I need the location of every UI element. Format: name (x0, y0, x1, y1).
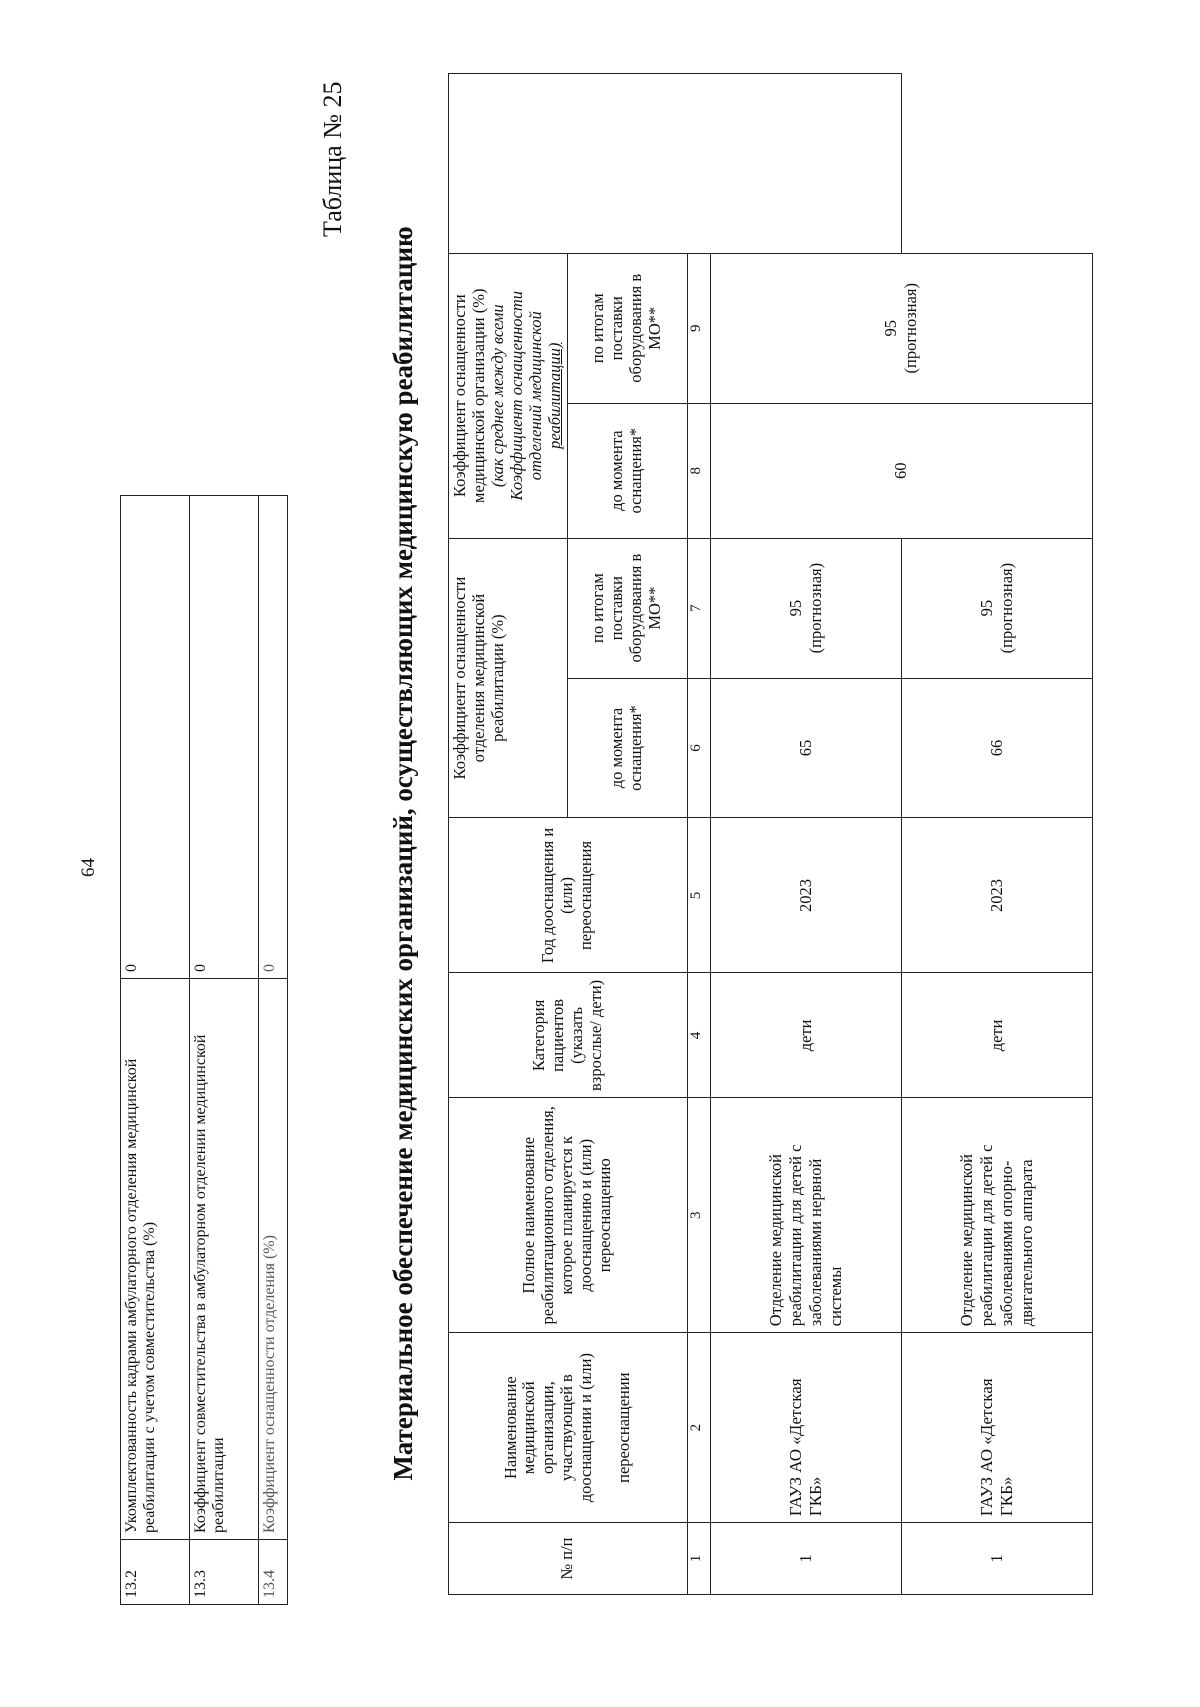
page-title: Материальное обеспечение медицинских организаций, осуществляющих медицинскую реабилитацию (388, 226, 418, 1481)
dept-coef-after (901, 538, 1092, 678)
mo-coef-after (710, 253, 1092, 403)
year: 2023 (710, 818, 901, 973)
header-number: № п/п (449, 1523, 688, 1595)
dept-coef-after-value: 95 (976, 599, 996, 617)
column-number: 6 (687, 678, 710, 818)
mo-coef-before: 60 (710, 403, 1092, 538)
indicator-value: 0 (259, 496, 288, 979)
page-number: 64 (78, 858, 99, 877)
column-number: 3 (687, 1098, 710, 1333)
subheader-before: до момента оснащения* (567, 678, 687, 818)
header-year: Год дооснащения и (или) переоснащения (449, 818, 688, 973)
row-number: 1 (901, 1523, 1092, 1595)
organization-name: ГАУЗ АО «Детская ГКБ» (710, 1333, 901, 1523)
header-organization-text: Наименование медицинской организации, участвующей в дооснащении и (или) (500, 1353, 596, 1503)
header-organization (449, 1333, 688, 1523)
year: 2023 (901, 818, 1092, 973)
header-mo-coefficient (449, 253, 568, 538)
indicator-value: 0 (190, 496, 259, 979)
header-mo-coefficient-text: Коэффициент оснащенности медицинской организации (%) (450, 288, 488, 503)
department-name: Отделение медицинской реабилитации для детей с заболеваниями нервной системы (710, 1098, 901, 1333)
column-number: 1 (687, 1523, 710, 1595)
empty-column (449, 74, 902, 254)
header-row (449, 74, 568, 1595)
indicators-table (120, 495, 288, 1605)
column-number: 2 (687, 1333, 710, 1523)
column-number: 9 (687, 253, 710, 403)
column-number: 5 (687, 818, 710, 973)
subheader-after: по итогам поставки оборудования в МО** (567, 538, 687, 678)
indicator-value: 0 (121, 496, 190, 979)
table-row (710, 74, 901, 1595)
header-category: Категория пациентов (указать взрослые/ дети) (449, 973, 688, 1098)
mo-coef-after-value: 95 (881, 320, 901, 337)
department-name: Отделение медицинской реабилитации для детей с заболеваниями опорно-двигательного аппарата (901, 1098, 1092, 1333)
organization-name: ГАУЗ АО «Детская ГКБ» (901, 1333, 1092, 1523)
subheader-before: до момента оснащения* (567, 403, 687, 538)
table-row (190, 496, 259, 1605)
dept-coef-before: 65 (710, 678, 901, 818)
equipment-table (448, 73, 1093, 1595)
dept-coef-after-note: (прогнозная) (996, 562, 1016, 654)
mo-coef-after-note: (прогнозная) (901, 283, 921, 374)
column-number: 7 (687, 538, 710, 678)
dept-coef-after-note: (прогнозная) (805, 562, 825, 654)
header-dept-coefficient: Коэффициент оснащенности отделения медицинской реабилитации (%) (449, 538, 568, 818)
table-row (259, 496, 288, 1605)
indicator-name: Коэффициент совместительства в амбулаторном отделении медицинской реабилитации (190, 979, 259, 1540)
column-number: 4 (687, 973, 710, 1098)
row-number: 13.4 (259, 1540, 288, 1605)
row-number: 13.3 (190, 1540, 259, 1605)
header-organization-text-2: переоснащении (614, 1372, 634, 1483)
header-department: Полное наименование реабилитационного отделения, которое планируется к дооснащению и (или) переоснащению (449, 1098, 688, 1333)
column-number-row (687, 74, 710, 1595)
table-row (121, 496, 190, 1605)
table-label: Таблица № 25 (318, 81, 347, 237)
indicator-name: Коэффициент оснащенности отделения (%) (259, 979, 288, 1540)
dept-coef-after (710, 538, 901, 678)
subheader-after: по итогам поставки оборудования в МО** (567, 253, 687, 403)
patient-category: дети (710, 973, 901, 1098)
header-mo-coefficient-note-2: реабилитации) (544, 342, 564, 449)
patient-category: дети (901, 973, 1092, 1098)
dept-coef-after-value: 95 (785, 599, 805, 617)
row-number: 13.2 (121, 1540, 190, 1605)
indicator-name: Укомплектованность кадрами амбулаторного отделения медицинской реабилитации с учетом совместительства (%) (121, 979, 190, 1540)
column-number: 8 (687, 403, 710, 538)
header-mo-coefficient-note: (как среднее между всеми Коэффициент оснащенности отделений медицинской (487, 290, 545, 501)
dept-coef-before: 66 (901, 678, 1092, 818)
row-number: 1 (710, 1523, 901, 1595)
